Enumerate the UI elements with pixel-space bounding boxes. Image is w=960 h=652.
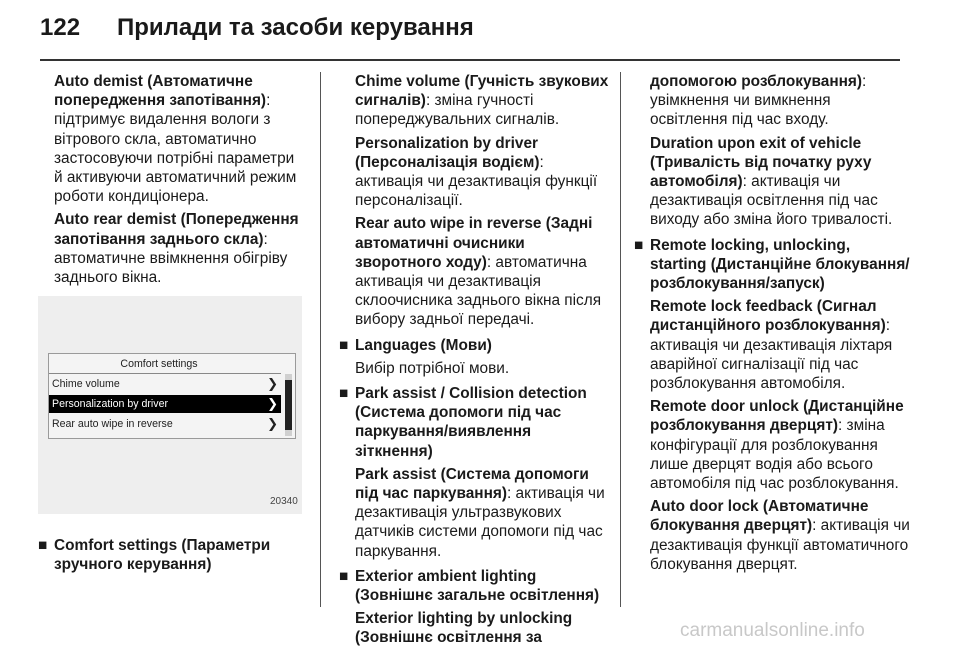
display-screen — [48, 353, 296, 439]
description: Вибір потрібної мови. — [355, 359, 510, 377]
description: : активація чи дезактивація освітлення під час виходу або зміна його тривалості. — [650, 173, 893, 229]
bullet-icon: ■ — [339, 385, 349, 403]
watermark: carmanualsonline.info — [680, 620, 865, 641]
description: : автоматична активація чи дезактивація склоочисника заднього вікна після вибору задньої передачі. — [355, 253, 602, 329]
term: Remote locking, unlocking, starting (Дистанційне блокування/розблокування/запуск) — [650, 236, 910, 293]
description: : зміна гучності попереджувальних сигналів. — [355, 92, 560, 129]
term: Languages (Мови) — [355, 336, 492, 354]
column-2 — [339, 72, 609, 652]
paragraph-park-assist — [339, 465, 609, 561]
menu-item-rear-auto-wipe[interactable] — [49, 415, 281, 433]
term: Remote door unlock (Дистанційне розблокування дверцят) — [650, 398, 904, 435]
term: Auto demist (Автоматичне попередження запотівання) — [54, 73, 267, 110]
bullet-park-assist — [339, 384, 609, 461]
paragraph-rear-auto-wipe — [339, 214, 609, 329]
column-divider — [620, 72, 621, 607]
term: Rear auto wipe in reverse (Задні автоматичні очисники зворотного ходу) — [355, 215, 593, 271]
term: Park assist (Система допомоги під час паркування) — [355, 465, 589, 503]
column-divider — [320, 72, 321, 607]
screen-divider — [49, 373, 281, 374]
scrollbar[interactable] — [285, 374, 292, 436]
paragraph-remote-door-unlock — [634, 397, 910, 493]
menu-item-label: Personalization by driver — [52, 398, 168, 410]
bullet-remote-locking — [634, 236, 910, 294]
term: Exterior ambient lighting (Зовнішнє загальне освітлення) — [355, 567, 600, 605]
term: допомогою розблокування) — [650, 73, 863, 90]
menu-item-chime-volume[interactable] — [49, 375, 281, 393]
column-1-bottom — [38, 530, 306, 578]
description: : зміна конфігурації для розблокування лише дверцят водія або всього автомобіля під час розблокування. — [650, 417, 899, 493]
scroll-thumb[interactable] — [285, 380, 292, 430]
description: : активація чи дезактивація ультразвукових датчиків системи допомоги під час паркування. — [355, 485, 605, 560]
menu-item-label: Chime volume — [52, 378, 120, 390]
term: Duration upon exit of vehicle (Тривалість від початку руху автомобіля) — [650, 134, 872, 191]
menu-item-personalization[interactable] — [49, 395, 281, 413]
description: : активація чи дезактивація функції персоналізації. — [355, 153, 598, 210]
description: : увімкнення чи вимкнення освітлення під час входу. — [650, 73, 867, 129]
menu-item-label: Rear auto wipe in reverse — [52, 418, 173, 430]
term: Auto door lock (Автоматичне блокування дверцят) — [650, 498, 869, 535]
figure-number: 20340 — [270, 496, 298, 507]
chevron-right-icon: ❯ — [267, 416, 278, 431]
paragraph-auto-demist — [38, 72, 306, 206]
bullet-icon: ■ — [634, 236, 644, 254]
description: : підтримує видалення вологи з вітрового скла, автоматично застосовуючи потрібні параметри й активуючи автоматичний режим роботи кондиціонера. — [54, 92, 297, 206]
bullet-languages — [339, 336, 609, 355]
paragraph-duration-exit — [634, 134, 910, 230]
paragraph-remote-lock-feedback — [634, 297, 910, 393]
figure-comfort-settings — [38, 296, 302, 514]
bullet-comfort-settings — [38, 536, 306, 574]
screen-title: Comfort settings — [120, 358, 198, 370]
bullet-exterior-lighting — [339, 567, 609, 605]
paragraph-personalization — [339, 134, 609, 211]
bullet-icon: ■ — [339, 567, 349, 585]
term: Comfort settings (Параметри зручного керування) — [54, 537, 271, 574]
paragraph-exterior-lighting-cont — [634, 72, 910, 130]
description: : автоматичне ввімкнення обігріву заднього вікна. — [54, 230, 288, 287]
page-header — [0, 0, 960, 60]
bullet-icon: ■ — [38, 537, 48, 554]
term: Auto rear demist (Попередження запотівання заднього скла) — [54, 211, 299, 248]
chevron-right-icon: ❯ — [267, 396, 278, 411]
column-3 — [634, 72, 910, 578]
chevron-right-icon: ❯ — [267, 376, 278, 391]
paragraph-auto-door-lock — [634, 497, 910, 574]
page-title: Прилади та засоби керування — [117, 14, 474, 41]
bullet-icon: ■ — [339, 336, 349, 354]
term: Exterior lighting by unlocking (Зовнішнє освітлення за — [355, 610, 573, 647]
header-rule — [40, 59, 900, 61]
paragraph-chime-volume — [339, 72, 609, 130]
term: Personalization by driver (Персоналізація водієм) — [355, 134, 540, 171]
paragraph-auto-rear-demist — [38, 210, 306, 287]
description: : активація чи дезактивація ліхтаря аварійної сигналізації під час розблокування автомобіля. — [650, 317, 893, 393]
page-number: 122 — [40, 14, 81, 41]
term: Chime volume (Гучність звукових сигналів) — [355, 73, 609, 110]
column-1 — [38, 72, 306, 291]
term: Remote lock feedback (Сигнал дистанційного розблокування) — [650, 298, 886, 335]
paragraph-languages — [339, 359, 609, 378]
term: Park assist / Collision detection (Система допомоги під час паркування/виявлення зіткнення) — [355, 385, 587, 460]
description: : активація чи дезактивація функції автоматичного блокування дверцят. — [650, 517, 910, 573]
